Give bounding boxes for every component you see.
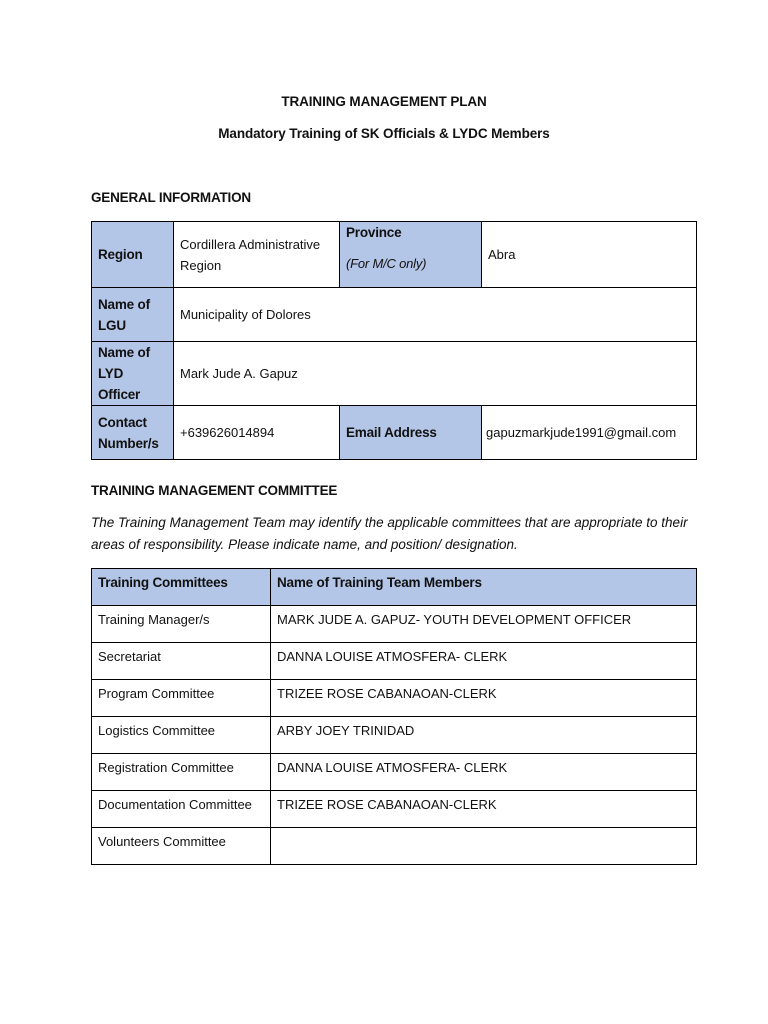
region-value: Cordillera Administrative Region	[174, 222, 340, 288]
table-row	[92, 791, 697, 828]
province-note: (For M/C only)	[346, 256, 427, 271]
committee-heading: TRAINING MANAGEMENT COMMITTEE	[91, 483, 338, 498]
province-value: Abra	[482, 222, 697, 288]
committee-member: TRIZEE ROSE CABANAOAN-CLERK	[271, 791, 697, 828]
col-committees-header: Training Committees	[92, 569, 271, 606]
lgu-label: Name of LGU	[92, 288, 174, 342]
lgu-value: Municipality of Dolores	[174, 288, 697, 342]
email-value: gapuzmarkjude1991@gmail.com	[482, 406, 697, 460]
table-row	[92, 828, 697, 865]
committee-member: DANNA LOUISE ATMOSFERA- CLERK	[271, 643, 697, 680]
document-subtitle: Mandatory Training of SK Officials & LYDC Members	[218, 126, 550, 141]
officer-label: Name of LYD Officer	[92, 342, 174, 406]
committee-member: DANNA LOUISE ATMOSFERA- CLERK	[271, 754, 697, 791]
table-row	[92, 643, 697, 680]
table-row	[92, 342, 697, 406]
table-row	[92, 717, 697, 754]
committee-name: Documentation Committee	[92, 791, 271, 828]
contact-value: +639626014894	[174, 406, 340, 460]
general-info-table	[91, 221, 697, 460]
table-row	[92, 406, 697, 460]
table-row	[92, 680, 697, 717]
committee-member: ARBY JOEY TRINIDAD	[271, 717, 697, 754]
committee-name: Training Manager/s	[92, 606, 271, 643]
email-label: Email Address	[340, 406, 482, 460]
committee-name: Volunteers Committee	[92, 828, 271, 865]
contact-label: Contact Number/s	[92, 406, 174, 460]
table-row	[92, 288, 697, 342]
committee-member	[271, 828, 697, 865]
table-row	[92, 754, 697, 791]
table-row	[92, 606, 697, 643]
col-members-header: Name of Training Team Members	[271, 569, 697, 606]
document-title: TRAINING MANAGEMENT PLAN	[281, 94, 487, 109]
committee-intro: The Training Management Team may identify the applicable committees that are appropriate to their areas of responsibility. Please indicate name, and position/ designation.	[91, 515, 688, 552]
table-header-row	[92, 569, 697, 606]
table-row	[92, 222, 697, 288]
committee-member: MARK JUDE A. GAPUZ- YOUTH DEVELOPMENT OFFICER	[271, 606, 697, 643]
region-label: Region	[92, 222, 174, 288]
committee-name: Logistics Committee	[92, 717, 271, 754]
committee-name: Program Committee	[92, 680, 271, 717]
committee-table	[91, 568, 697, 865]
committee-name: Secretariat	[92, 643, 271, 680]
officer-value: Mark Jude A. Gapuz	[174, 342, 697, 406]
province-label: Province	[346, 225, 402, 240]
committee-name: Registration Committee	[92, 754, 271, 791]
general-info-heading: GENERAL INFORMATION	[91, 190, 251, 205]
committee-member: TRIZEE ROSE CABANAOAN-CLERK	[271, 680, 697, 717]
province-label-cell	[340, 222, 482, 288]
